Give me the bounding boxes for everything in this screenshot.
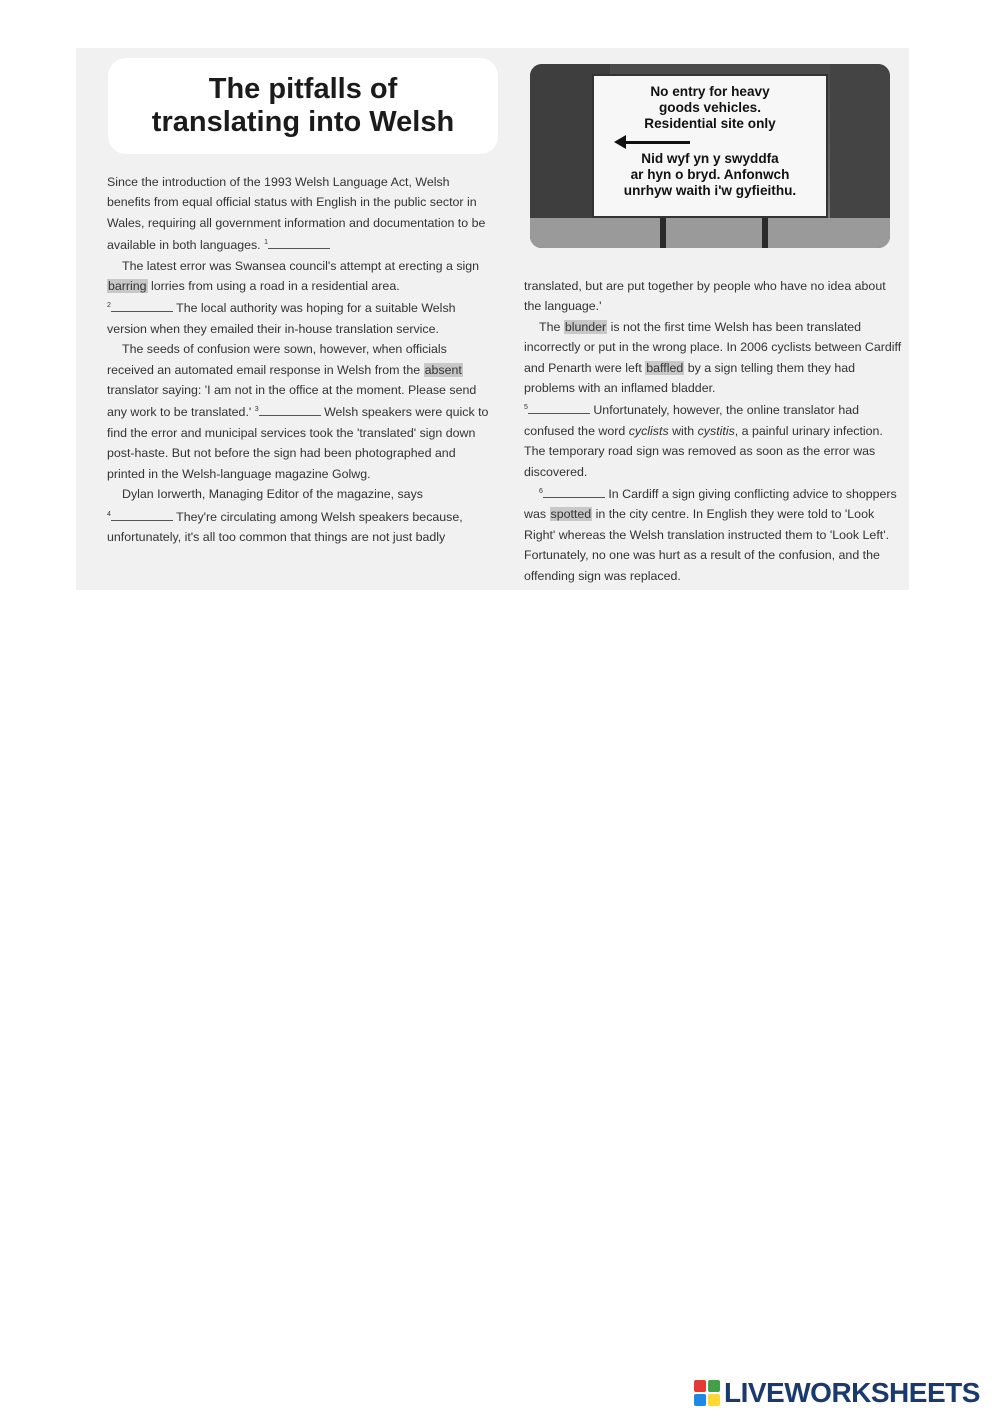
title-line-1: The pitfalls of xyxy=(208,73,398,105)
title-line-2: translating into Welsh xyxy=(151,106,455,138)
gap-2-input[interactable] xyxy=(111,301,173,312)
paragraph-7: $^6$ In Cardiff a sign giving conflicting advice to shoppers was spotted in the city centre. In English they were told to 'Look Right' whereas the Welsh translation instructed them to 'Look Left'. Fortunately, no one was hurt as a result of the confusion, and the offending sign was replaced. xyxy=(524,487,897,583)
highlight-barring: barring xyxy=(108,279,147,294)
gap-5-input[interactable] xyxy=(528,403,590,414)
sign-english-1: No entry for heavy xyxy=(650,84,770,99)
sign-english-2: goods vehicles. xyxy=(659,100,761,115)
brand-name: LIVEWORKSHEETS xyxy=(724,1377,980,1408)
highlight-absent: absent xyxy=(424,362,462,377)
gap-1-input[interactable] xyxy=(268,238,330,249)
paragraph-4: Dylan Iorwerth, Managing Editor of the magazine, says $^4$ They're circulating among Welsh speakers because, unfortunately, it's all too common that things are not just badly xyxy=(107,487,463,544)
gap-6-input[interactable] xyxy=(543,487,605,498)
gap-4-input[interactable] xyxy=(111,510,173,521)
liveworksheets-logo-icon xyxy=(694,1380,720,1406)
paragraph-3: The seeds of confusion were sown, however, when officials received an automated email response in Welsh from the absent translator saying: 'I am not in the office at the moment. Please send any work to be translated.' $^3$ Welsh speakers were quick to find the error and municipal services took the 'translated' sign down post-haste. But not before the sign had been photographed and printed in the Welsh-language magazine Golwg. xyxy=(107,342,489,481)
paragraph-6: The blunder is not the first time Welsh has been translated incorrectly or put in the wrong place. In 2006 cyclists between Cardiff and Penarth were left baffled by a sign telling them they had problems with an inflamed bladder. $^5$ Unfortunately, however, the online translator had confused the word cyclists with cystitis, a painful urinary infection. The temporary road sign was removed as soon as the error was discovered. xyxy=(524,319,902,479)
highlight-spotted: spotted xyxy=(550,507,592,522)
left-arrow-icon xyxy=(594,135,826,149)
fence xyxy=(530,218,890,248)
gap-3-input[interactable] xyxy=(259,405,321,416)
highlight-blunder: blunder xyxy=(564,319,607,334)
sign-welsh-3: unrhyw waith i'w gyfieithu. xyxy=(623,183,797,198)
sign-english-3: Residential site only xyxy=(644,116,776,131)
liveworksheets-logo xyxy=(694,1378,980,1408)
sign-welsh-2: ar hyn o bryd. Anfonwch xyxy=(630,167,790,182)
article-title xyxy=(108,58,498,154)
road-sign xyxy=(592,74,828,218)
right-column xyxy=(524,276,902,586)
paragraph-2: The latest error was Swansea council's attempt at erecting a sign barring lorries from using a road in a residential area. $^2$ The local authority was hoping for a suitable Welsh version when they emailed their in-house translation service. xyxy=(107,258,480,336)
highlight-baffled: baffled xyxy=(646,360,684,375)
sign-welsh-1: Nid wyf yn y swyddfa xyxy=(641,151,779,166)
left-column xyxy=(107,172,492,547)
paragraph-1: Since the introduction of the 1993 Welsh Language Act, Welsh benefits from equal official status with English in the public sector in Wales, requiring all government information and documentation to be available in both languages. $^1$ xyxy=(107,175,486,253)
road-sign-photo xyxy=(530,64,890,248)
paragraph-5: translated, but are put together by people who have no idea about the language.' xyxy=(524,279,886,314)
